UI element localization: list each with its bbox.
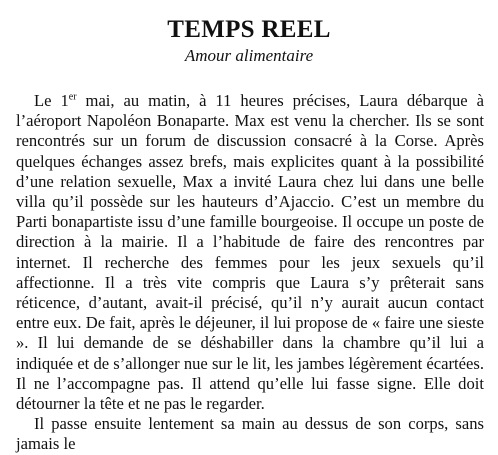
paragraph-1 [16, 91, 484, 414]
document-title: TEMPS REEL [167, 16, 331, 43]
ordinal-superscript: er [68, 91, 77, 103]
paragraph-1-prefix: Le 1 [34, 91, 69, 110]
paragraph-1-text: mai, au matin, à 11 heures précises, Laura débarque à l’aéroport Napoléon Bonaparte. Max est venu la chercher. Ils se sont rencontrés sur un forum de discussion consacré à la Corse. Après quelques échanges assez brefs, mais explicites quant à la possibilité d’une relation sexuelle, Max a invité Laura chez lui dans une belle villa qu’il possède sur les hauteurs d’Ajaccio. C’est un membre du Parti bonapartiste issu d’une famille bourgeoise. Il occupe un poste de direction à la mairie. Il a l’habitude de faire des rencontres par internet. Il recherche des femmes pour les jeux sexuels qu’il affectionne. Il a très vite compris que Laura s’y prêterait sans réticence, d’autant, avait-il précisé, qu’il n’y aurait aucun contact entre eux. De fait, après le déjeuner, il lui propose de « faire une sieste ». Il lui demande de se déshabiller dans la chambre qu’il lui a indiquée et de s’allonger nue sur le lit, les jambes légèrement écartées. Il ne l’accompagne pas. Il attend qu’elle lui fasse signe. Elle doit détourner la tête et ne pas le regarder. [16, 91, 484, 414]
paragraph-2-fragment: Il passe ensuite lentement sa main au dessus de son corps, sans jamais le [16, 414, 484, 454]
document-body [16, 91, 484, 455]
document-subtitle: Amour alimentaire [184, 46, 314, 65]
